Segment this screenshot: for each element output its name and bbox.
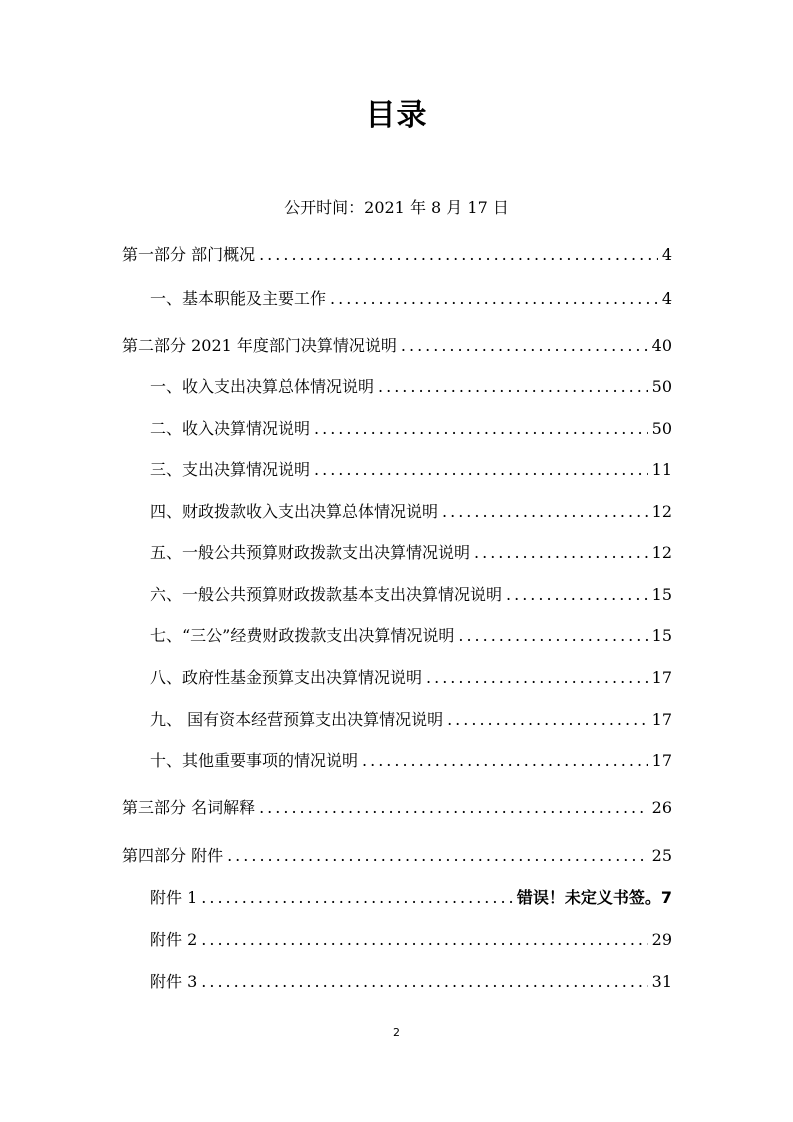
- toc-entry-part-4[interactable]: [122, 843, 672, 867]
- toc-entry-section[interactable]: [150, 499, 672, 523]
- toc-dot-leader: [314, 459, 648, 481]
- toc-entry-label: 一、基本职能及主要工作: [150, 289, 327, 308]
- toc-entry-label: 附件 1: [150, 888, 198, 907]
- toc-dot-leader: [426, 667, 648, 689]
- toc-dot-leader: [330, 288, 658, 310]
- toc-dot-leader: [378, 376, 648, 398]
- publish-date: 公开时间：2021 年 8 月 17 日: [284, 198, 509, 217]
- toc-entry-label: 三、支出决算情况说明: [150, 460, 311, 479]
- toc-entry-label: 第一部分 部门概况: [122, 245, 256, 264]
- toc-dot-leader: [506, 584, 648, 606]
- toc-entry-part-3[interactable]: [122, 795, 672, 819]
- toc-dot-leader: [259, 244, 658, 266]
- toc-entry-page: 12: [651, 502, 672, 521]
- toc-dot-leader: [201, 929, 647, 951]
- toc-entry-label: 第四部分 附件: [122, 846, 224, 865]
- toc-entry-attachment[interactable]: [150, 969, 672, 993]
- toc-entry-page: 17: [651, 710, 672, 729]
- toc-dot-leader: [362, 750, 648, 772]
- toc-entry-page: 15: [651, 585, 672, 604]
- toc-entry-page: 4: [661, 289, 672, 308]
- toc-dot-leader: [401, 335, 648, 357]
- toc-entry-section[interactable]: [150, 748, 672, 772]
- toc-entry-label: 六、一般公共预算财政拨款基本支出决算情况说明: [150, 585, 503, 604]
- toc-entry-label: 附件 3: [150, 972, 198, 991]
- toc-entry-label: 五、一般公共预算财政拨款支出决算情况说明: [150, 543, 471, 562]
- toc-dot-leader: [259, 797, 648, 819]
- toc-entry-page: 29: [651, 930, 672, 949]
- toc-entry-attachment[interactable]: [150, 927, 672, 951]
- toc-entry-part-1[interactable]: [122, 242, 672, 266]
- toc-entry-label: 二、收入决算情况说明: [150, 419, 311, 438]
- toc-entry-page: 15: [651, 626, 672, 645]
- toc-entry-section[interactable]: [150, 457, 672, 481]
- toc-entry-section[interactable]: [150, 665, 672, 689]
- toc-entry-page: 50: [651, 377, 672, 396]
- toc-entry-page: 17: [651, 668, 672, 687]
- toc-entry-section[interactable]: [150, 623, 672, 647]
- toc-entry-page: 4: [661, 245, 672, 264]
- toc-entry-label: 第三部分 名词解释: [122, 798, 256, 817]
- toc-dot-leader: [201, 971, 647, 993]
- toc-dot-leader: [474, 542, 648, 564]
- toc-entry-label: 一、收入支出决算总体情况说明: [150, 377, 375, 396]
- page-number: 2: [393, 1026, 400, 1039]
- toc-entry-page: 50: [651, 419, 672, 438]
- toc-entry-page: 26: [651, 798, 672, 817]
- toc-entry-label: 附件 2: [150, 930, 198, 949]
- toc-entry-page: 31: [651, 972, 672, 991]
- toc-entry-section[interactable]: [150, 286, 672, 310]
- toc-entry-page: 17: [651, 751, 672, 770]
- toc-entry-page: 25: [651, 846, 672, 865]
- toc-entry-attachment[interactable]: [150, 885, 672, 909]
- toc-dot-leader: [458, 625, 647, 647]
- toc-entry-section[interactable]: [150, 582, 672, 606]
- toc-entry-page-error: 错误！未定义书签。7: [516, 888, 672, 907]
- toc-entry-page: 12: [651, 543, 672, 562]
- toc-entry-section[interactable]: [150, 416, 672, 440]
- toc-entry-section[interactable]: [150, 374, 672, 398]
- toc-dot-leader: [227, 845, 648, 867]
- toc-entry-section[interactable]: [150, 707, 672, 731]
- toc-entry-label: 第二部分 2021 年度部门决算情况说明: [122, 336, 397, 355]
- toc-entry-label: 四、财政拨款收入支出决算总体情况说明: [150, 502, 439, 521]
- toc-entry-label: 十、其他重要事项的情况说明: [150, 751, 359, 770]
- toc-entry-label: 八、政府性基金预算支出决算情况说明: [150, 668, 423, 687]
- toc-entry-part-2[interactable]: [122, 333, 672, 357]
- toc-dot-leader: [442, 501, 648, 523]
- toc-dot-leader: [447, 709, 648, 731]
- page-title: 目录: [365, 98, 428, 133]
- toc-entry-label: 七、“三公”经费财政拨款支出决算情况说明: [150, 626, 455, 645]
- toc-entry-section[interactable]: [150, 540, 672, 564]
- toc-dot-leader: [314, 418, 648, 440]
- toc-entry-page: 11: [651, 460, 672, 479]
- toc-entry-label: 九、 国有资本经营预算支出决算情况说明: [150, 710, 444, 729]
- toc-entry-page: 40: [651, 336, 672, 355]
- toc-dot-leader: [201, 887, 513, 909]
